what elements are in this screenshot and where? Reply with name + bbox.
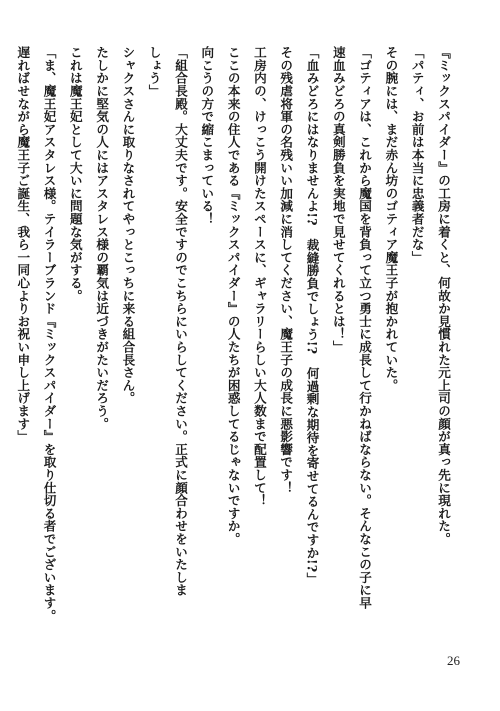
text-line: その残虐将軍の名残いい加減に消してください、魔王子の成長に悪影響です！ — [278, 46, 294, 494]
text-line: 「組合長殿。大丈夫です。安全ですのでこちらにいらしてください。正式に顔合わせをいたしま — [173, 46, 189, 597]
text-line: 工房内の、けっこう開けたスペースに、ギャラリーらしい大人数まで配置して！ — [251, 46, 267, 507]
text-line: 『ミックスパイダー』の工房に着くと、何故か見慣れた元上司の顔が真っ先に現れた。 — [436, 46, 451, 546]
page-number: 26 — [447, 653, 460, 668]
vertical-text-body — [9, 46, 456, 626]
text-line: 「パティ、お前は本当に忠義者だな」 — [409, 46, 425, 264]
text-line: 速血みどろの真剣勝負を実地で見せてくれるとは！」 — [330, 46, 346, 354]
text-line: 「血みどろにはなりませんよ!? 裁縫勝負でしょう!? 何過剰な期待を寄せてるんですか!?」 — [304, 46, 320, 586]
text-line: 「ゴティアは、これから魔国を背負って立つ勇士に成長して行かねばならない。そんなこの子に早 — [357, 46, 373, 610]
text-line: これは魔王妃として大いに問題な気がする。 — [67, 46, 83, 302]
text-line: シャクスさんに取りなされてやっとこっちに来る組合長さん。 — [120, 46, 136, 405]
text-line: 「ま、魔王妃アスタレス様。テイラーブランド『ミックスパイダー』を取り仕切る者でございます。 — [41, 46, 57, 622]
text-line: その腕には、まだ赤ん坊のゴティア魔王子が抱かれていた。 — [383, 46, 399, 392]
text-line: 遅ればせながら魔王子ご誕生、我ら一同心よりお祝い申し上げます」 — [15, 46, 31, 443]
text-line: ここの本来の住人である『ミックスパイダー』の人たちが困惑してるじゃないですか。 — [225, 46, 241, 546]
text-line: しょう」 — [146, 46, 162, 98]
text-line: 向こうの方で縮こまっている！ — [199, 46, 215, 226]
text-line: たしかに堅気の人にはアスタレス様の覇気は近づきがたいだろう。 — [94, 46, 110, 430]
